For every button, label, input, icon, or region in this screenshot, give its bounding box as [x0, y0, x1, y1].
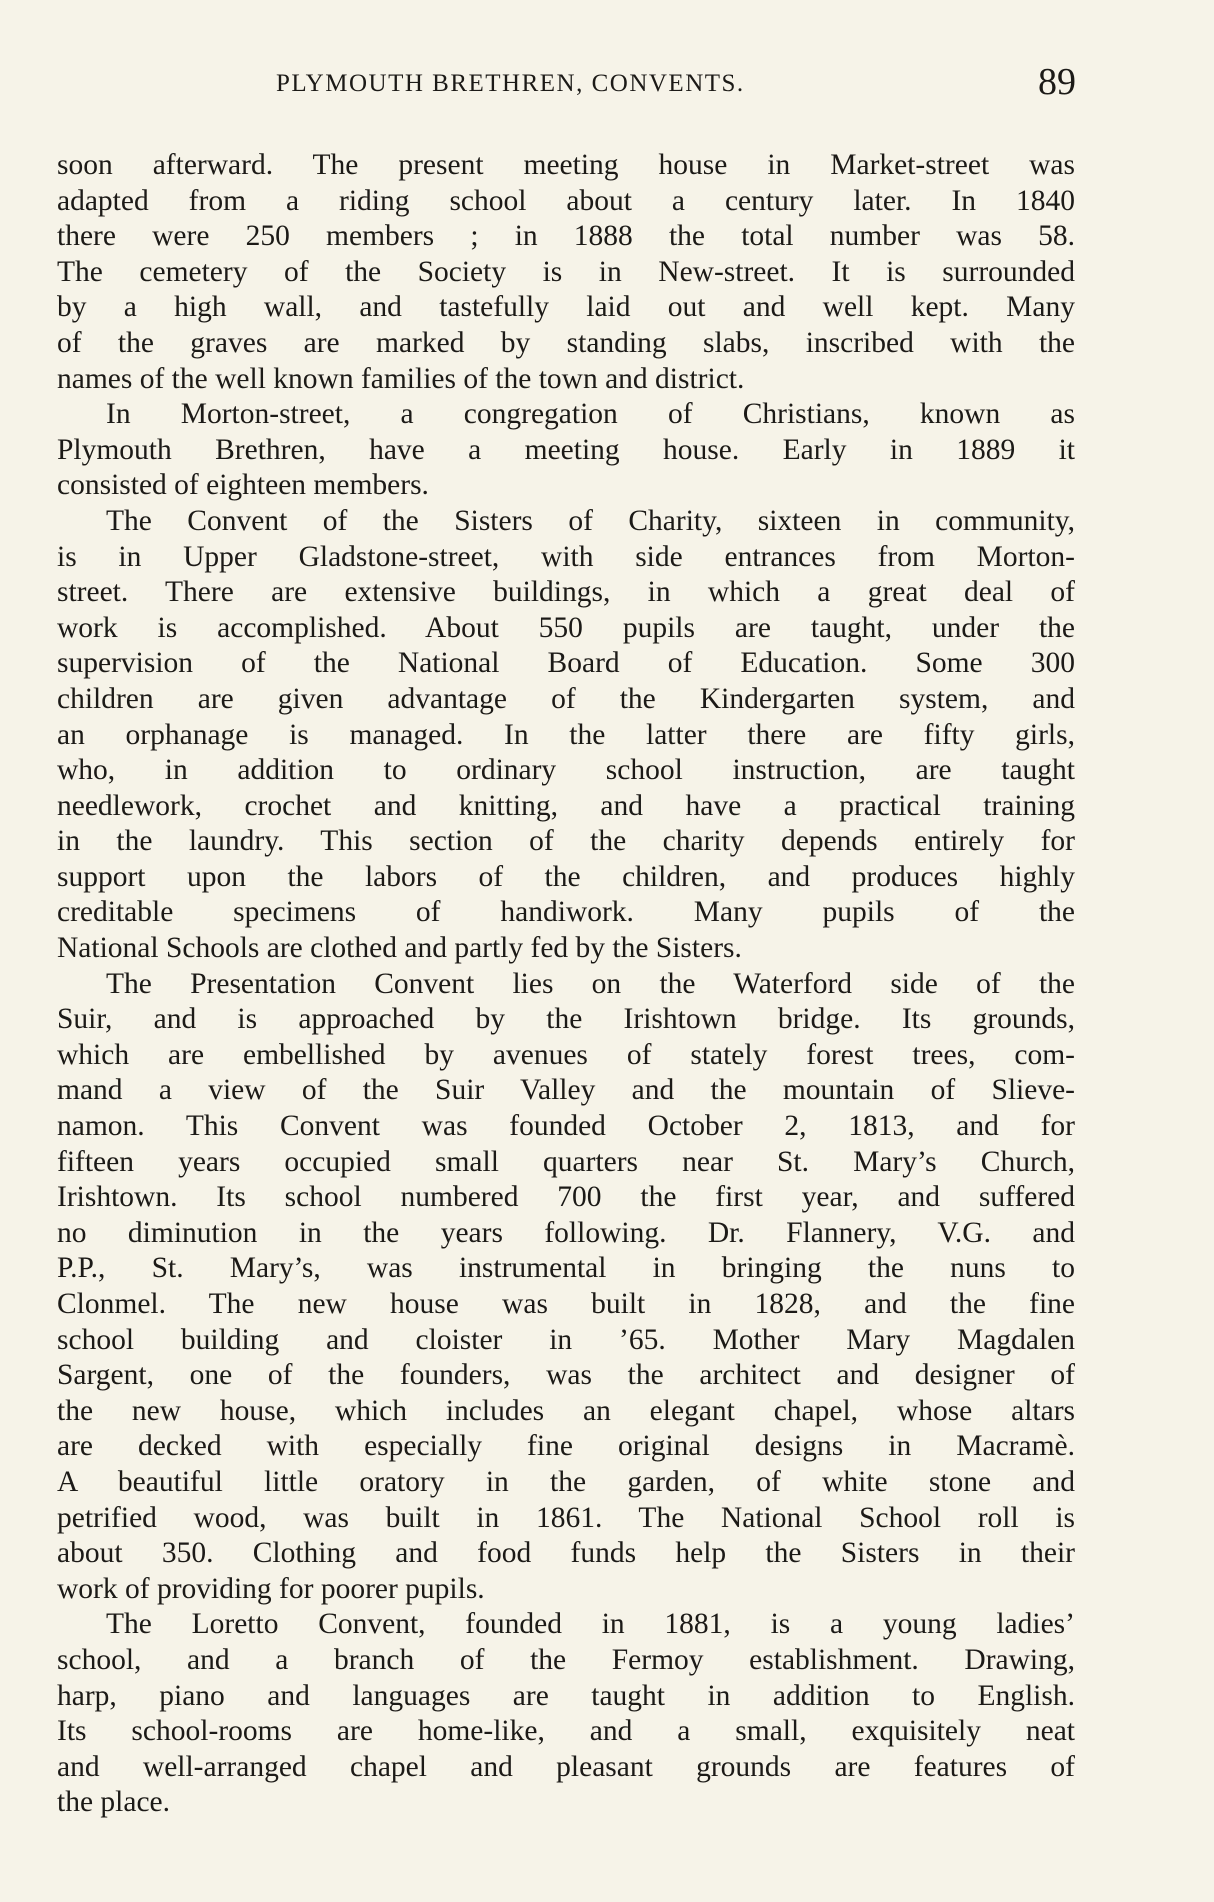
- text-line: The Loretto Convent, founded in 1881, is a young ladies’: [106, 1608, 1075, 1641]
- text-line: The Presentation Convent lies on the Waterford side of the: [106, 967, 1075, 1000]
- text-line: The cemetery of the Society is in New-street. It is surrounded: [57, 255, 1075, 288]
- text-line: children are given advantage of the Kindergarten system, and: [57, 682, 1075, 715]
- text-line: fifteen years occupied small quarters near St. Mary’s Church,: [57, 1145, 1075, 1178]
- text-line: of the graves are marked by standing slabs, inscribed with the: [57, 326, 1075, 359]
- text-line: P.P., St. Mary’s, was instrumental in bringing the nuns to: [57, 1252, 1075, 1285]
- text-line: are decked with especially fine original designs in Macramè.: [57, 1430, 1075, 1463]
- text-line: is in Upper Gladstone-street, with side entrances from Morton-: [57, 540, 1075, 573]
- text-line: Clonmel. The new house was built in 1828, and the fine: [57, 1288, 1075, 1320]
- text-line: soon afterward. The present meeting house in Market-street was: [57, 149, 1075, 181]
- text-line: harp, piano and languages are taught in addition to English.: [57, 1679, 1075, 1712]
- text-line: school building and cloister in ’65. Mother Mary Magdalen: [57, 1323, 1075, 1356]
- text-line: and well-arranged chapel and pleasant grounds are features of: [57, 1750, 1075, 1783]
- running-head: PLYMOUTH BRETHREN, CONVENTS.: [276, 70, 745, 97]
- text-line: creditable specimens of handiwork. Many pupils of the: [57, 896, 1075, 929]
- text-line: The Convent of the Sisters of Charity, sixteen in community,: [106, 504, 1075, 537]
- text-line: who, in addition to ordinary school instruction, are taught: [57, 754, 1075, 787]
- text-line: adapted from a riding school about a century later. In 1840: [57, 184, 1075, 217]
- text-line: names of the well known families of the town and district.: [57, 362, 745, 395]
- text-line: no diminution in the years following. Dr. Flannery, V.G. and: [57, 1216, 1075, 1249]
- text-line: about 350. Clothing and food funds help the Sisters in their: [57, 1537, 1075, 1570]
- text-line: In Morton-street, a congregation of Christians, known as: [106, 398, 1075, 431]
- text-line: in the laundry. This section of the charity depends entirely for: [57, 825, 1075, 858]
- text-line: work is accomplished. About 550 pupils are taught, under the: [57, 611, 1075, 644]
- text-line: A beautiful little oratory in the garden, of white stone and: [57, 1465, 1075, 1498]
- text-line: an orphanage is managed. In the latter there are fifty girls,: [57, 718, 1075, 751]
- text-line: petrified wood, was built in 1861. The National School roll is: [57, 1501, 1075, 1534]
- text-line: Irishtown. Its school numbered 700 the first year, and suffered: [57, 1181, 1075, 1214]
- text-line: National Schools are clothed and partly fed by the Sisters.: [57, 932, 742, 965]
- body-text: [57, 148, 1075, 1821]
- page-number: 89: [1038, 61, 1076, 103]
- text-line: Plymouth Brethren, have a meeting house. Early in 1889 it: [57, 433, 1075, 466]
- text-line: namon. This Convent was founded October 2, 1813, and for: [57, 1110, 1075, 1143]
- text-line: support upon the labors of the children, and produces highly: [57, 860, 1075, 893]
- text-line: mand a view of the Suir Valley and the mountain of Slieve-: [57, 1074, 1075, 1107]
- text-line: work of providing for poorer pupils.: [57, 1572, 485, 1605]
- text-line: Its school-rooms are home-like, and a small, exquisitely neat: [57, 1715, 1075, 1748]
- text-line: there were 250 members ; in 1888 the total number was 58.: [57, 220, 1075, 253]
- text-line: Suir, and is approached by the Irishtown bridge. Its grounds,: [57, 1003, 1075, 1036]
- text-line: the new house, which includes an elegant chapel, whose altars: [57, 1394, 1075, 1427]
- text-line: school, and a branch of the Fermoy establishment. Drawing,: [57, 1643, 1075, 1676]
- text-line: supervision of the National Board of Education. Some 300: [57, 647, 1075, 680]
- text-line: needlework, crochet and knitting, and have a practical training: [57, 789, 1075, 822]
- text-line: by a high wall, and tastefully laid out and well kept. Many: [57, 291, 1075, 324]
- text-line: Sargent, one of the founders, was the architect and designer of: [57, 1359, 1075, 1392]
- text-line: consisted of eighteen members.: [57, 469, 429, 502]
- text-line: street. There are extensive buildings, in which a great deal of: [57, 576, 1075, 609]
- text-line: the place.: [57, 1786, 171, 1819]
- text-line: which are embellished by avenues of stately forest trees, com-: [57, 1038, 1075, 1071]
